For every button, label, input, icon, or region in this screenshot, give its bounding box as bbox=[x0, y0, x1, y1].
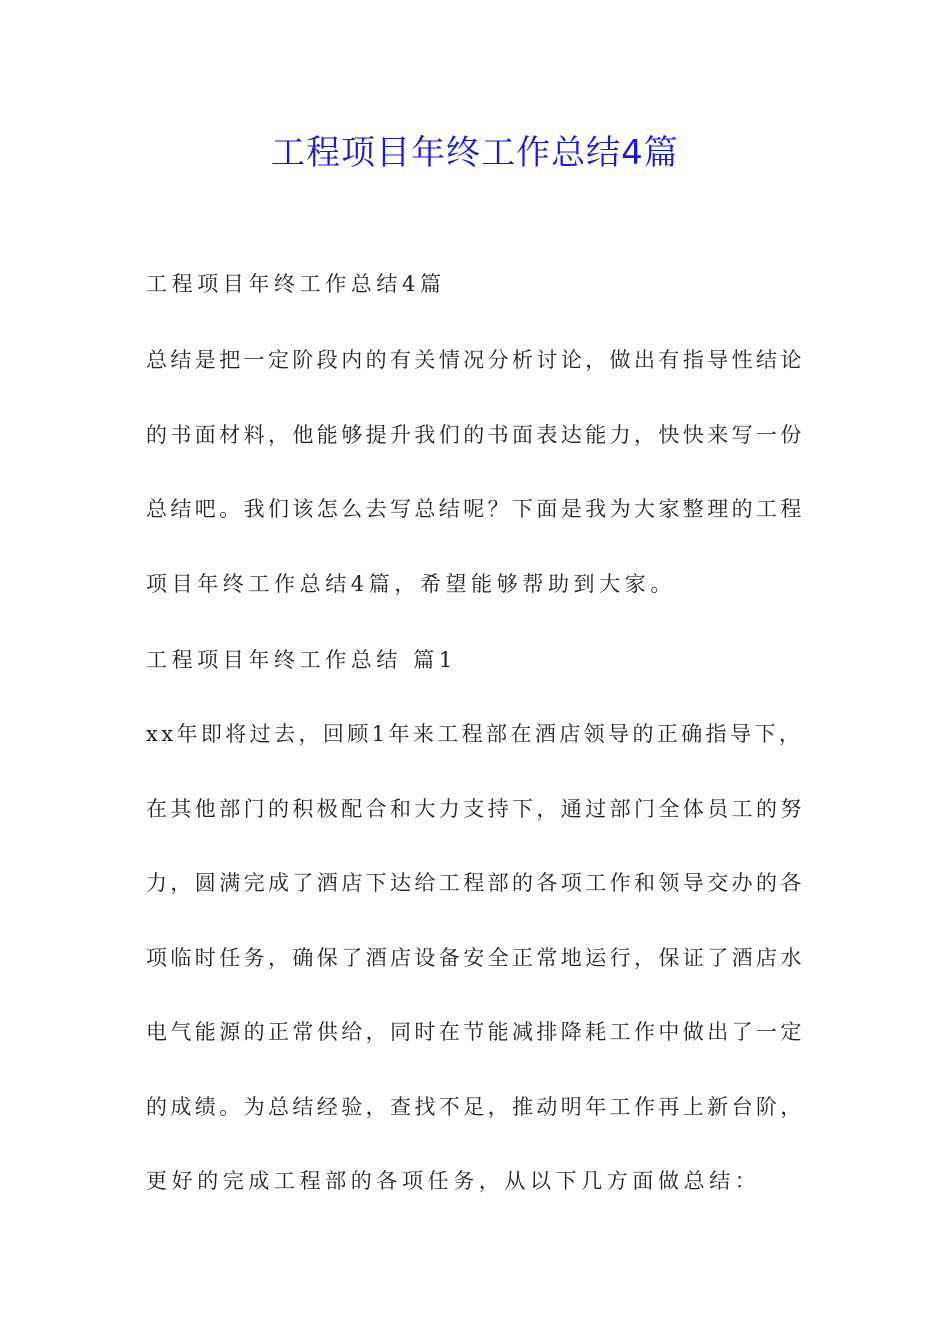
section-line-2: 在其他部门的积极配合和大力支持下，通过部门全体员工的努 bbox=[146, 797, 805, 821]
section-line-3: 力，圆满完成了酒店下达给工程部的各项工作和领导交办的各 bbox=[146, 871, 805, 895]
intro-line-3: 总结吧。我们该怎么去写总结呢？下面是我为大家整理的工程 bbox=[146, 497, 805, 521]
section-line-5: 电气能源的正常供给，同时在节能减排降耗工作中做出了一定 bbox=[146, 1020, 805, 1044]
section-line-7: 更好的完成工程部的各项任务，从以下几方面做总结： bbox=[146, 1169, 761, 1193]
intro-line-1: 总结是把一定阶段内的有关情况分析讨论，做出有指导性结论 bbox=[146, 348, 805, 372]
document-subtitle: 工程项目年终工作总结4篇 bbox=[146, 272, 446, 296]
intro-line-2: 的书面材料，他能够提升我们的书面表达能力，快快来写一份 bbox=[146, 423, 805, 447]
section-line-1: xx年即将过去，回顾1年来工程部在酒店领导的正确指导下， bbox=[146, 722, 804, 746]
section-line-4: 项临时任务，确保了酒店设备安全正常地运行，保证了酒店水 bbox=[146, 946, 805, 970]
section-line-6: 的成绩。为总结经验，查找不足，推动明年工作再上新台阶， bbox=[146, 1095, 805, 1119]
intro-line-4: 项目年终工作总结4篇，希望能够帮助到大家。 bbox=[146, 572, 676, 596]
document-title: 工程项目年终工作总结4篇 bbox=[271, 133, 679, 173]
section-heading: 工程项目年终工作总结 篇1 bbox=[146, 648, 457, 672]
